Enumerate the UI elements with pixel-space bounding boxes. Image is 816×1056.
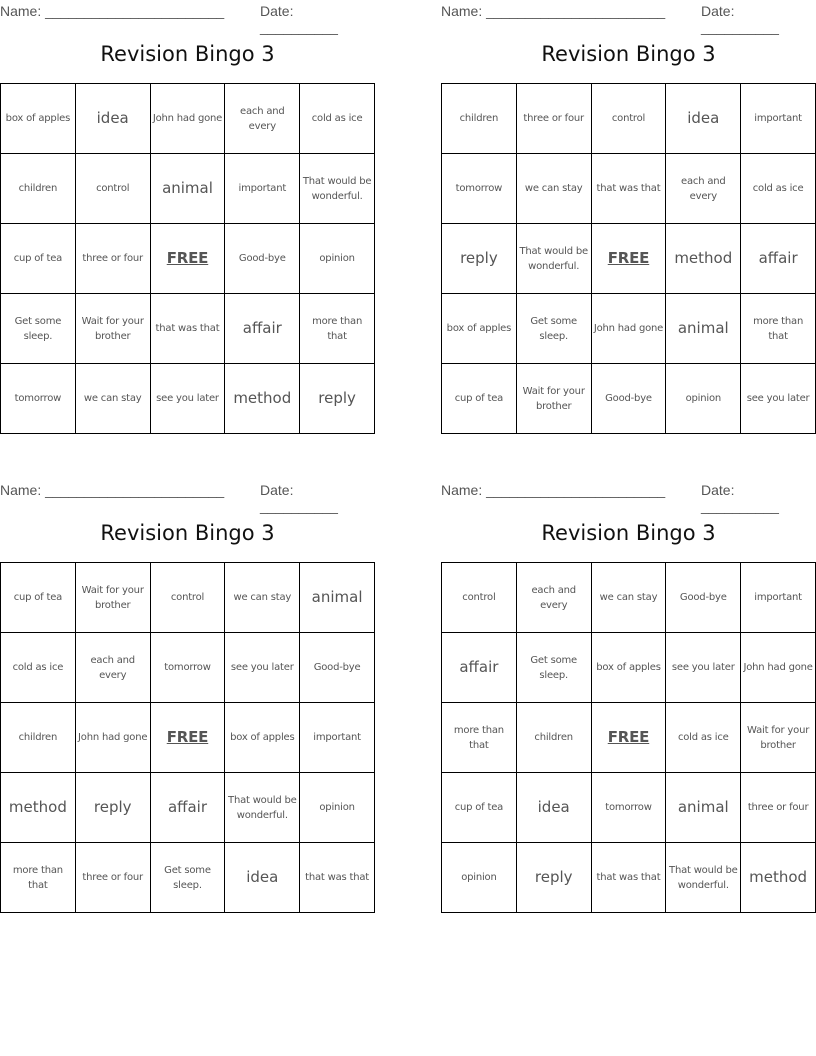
bingo-cell: John had gone [741, 633, 816, 703]
bingo-cell: affair [442, 633, 517, 703]
date-field: Date: __________ [701, 3, 779, 35]
bingo-cell: John had gone [592, 294, 667, 364]
bingo-cell: That would be wonderful. [300, 154, 375, 224]
bingo-cell: that was that [300, 843, 375, 913]
bingo-cell: we can stay [225, 563, 300, 633]
bingo-cell: method [741, 843, 816, 913]
bingo-cell: more than that [300, 294, 375, 364]
bingo-cell: Wait for your brother [76, 294, 151, 364]
bingo-cell: Wait for your brother [741, 703, 816, 773]
bingo-cell: that was that [151, 294, 226, 364]
free-cell: FREE [151, 224, 226, 294]
bingo-cell: cup of tea [1, 224, 76, 294]
bingo-cell: That would be wonderful. [517, 224, 592, 294]
bingo-cell: animal [151, 154, 226, 224]
bingo-cell: reply [76, 773, 151, 843]
bingo-cell: more than that [1, 843, 76, 913]
bingo-cell: Get some sleep. [1, 294, 76, 364]
bingo-cell: important [300, 703, 375, 773]
bingo-cell: Wait for your brother [517, 364, 592, 434]
bingo-cell: each and every [76, 633, 151, 703]
bingo-cell: that was that [592, 843, 667, 913]
bingo-cell: Good-bye [225, 224, 300, 294]
bingo-cell: opinion [300, 773, 375, 843]
bingo-cell: control [592, 84, 667, 154]
bingo-cell: cold as ice [1, 633, 76, 703]
bingo-cell: animal [666, 773, 741, 843]
bingo-cell: box of apples [225, 703, 300, 773]
bingo-cell: children [1, 154, 76, 224]
bingo-cell: children [1, 703, 76, 773]
bingo-cell: reply [442, 224, 517, 294]
bingo-cell: idea [225, 843, 300, 913]
bingo-cell: we can stay [76, 364, 151, 434]
bingo-cell: three or four [76, 224, 151, 294]
date-field: Date: __________ [260, 3, 338, 35]
bingo-cell: see you later [225, 633, 300, 703]
bingo-cell: tomorrow [442, 154, 517, 224]
card-header [0, 0, 375, 35]
bingo-cell: more than that [442, 703, 517, 773]
bingo-cell: affair [225, 294, 300, 364]
bingo-cell: control [151, 563, 226, 633]
bingo-cell: more than that [741, 294, 816, 364]
bingo-cell: animal [300, 563, 375, 633]
bingo-cell: reply [300, 364, 375, 434]
card-header [441, 0, 816, 35]
bingo-cell: we can stay [592, 563, 667, 633]
bingo-cell: cup of tea [1, 563, 76, 633]
name-field: Name: _______________________ [441, 3, 666, 19]
bingo-cell: Get some sleep. [517, 633, 592, 703]
bingo-grid [0, 562, 375, 913]
name-field: Name: _______________________ [0, 3, 225, 19]
bingo-cell: see you later [666, 633, 741, 703]
bingo-cell: Get some sleep. [517, 294, 592, 364]
bingo-cell: see you later [741, 364, 816, 434]
card-title: Revision Bingo 3 [100, 521, 275, 545]
bingo-cell: tomorrow [151, 633, 226, 703]
bingo-grid [441, 83, 816, 434]
bingo-cell: important [741, 563, 816, 633]
date-field: Date: __________ [701, 482, 779, 514]
bingo-cell: that was that [592, 154, 667, 224]
bingo-cell: tomorrow [592, 773, 667, 843]
bingo-cell: each and every [225, 84, 300, 154]
bingo-cell: Good-bye [666, 563, 741, 633]
free-cell: FREE [592, 224, 667, 294]
bingo-cell: important [741, 84, 816, 154]
bingo-cell: idea [517, 773, 592, 843]
bingo-cell: three or four [741, 773, 816, 843]
bingo-cell: animal [666, 294, 741, 364]
bingo-cell: children [442, 84, 517, 154]
bingo-cell: box of apples [442, 294, 517, 364]
bingo-cell: important [225, 154, 300, 224]
date-field: Date: __________ [260, 482, 338, 514]
free-cell: FREE [592, 703, 667, 773]
bingo-cell: opinion [442, 843, 517, 913]
bingo-cell: John had gone [76, 703, 151, 773]
bingo-cell: That would be wonderful. [666, 843, 741, 913]
bingo-cell: method [666, 224, 741, 294]
bingo-cell: opinion [666, 364, 741, 434]
bingo-cell: cold as ice [741, 154, 816, 224]
bingo-cell: affair [741, 224, 816, 294]
free-cell: FREE [151, 703, 226, 773]
bingo-cell: idea [76, 84, 151, 154]
bingo-cell: each and every [666, 154, 741, 224]
bingo-cell: children [517, 703, 592, 773]
bingo-cell: That would be wonderful. [225, 773, 300, 843]
bingo-cell: Good-bye [300, 633, 375, 703]
bingo-cell: method [1, 773, 76, 843]
bingo-cell: cup of tea [442, 773, 517, 843]
bingo-cell: box of apples [592, 633, 667, 703]
bingo-cell: cold as ice [666, 703, 741, 773]
card-title: Revision Bingo 3 [541, 521, 716, 545]
bingo-cell: affair [151, 773, 226, 843]
card-title: Revision Bingo 3 [100, 42, 275, 66]
bingo-cell: we can stay [517, 154, 592, 224]
bingo-cell: three or four [76, 843, 151, 913]
card-header [441, 479, 816, 514]
bingo-cell: cup of tea [442, 364, 517, 434]
bingo-cell: box of apples [1, 84, 76, 154]
name-field: Name: _______________________ [441, 482, 666, 498]
bingo-cell: cold as ice [300, 84, 375, 154]
bingo-cell: Get some sleep. [151, 843, 226, 913]
bingo-cell: control [76, 154, 151, 224]
bingo-cell: John had gone [151, 84, 226, 154]
bingo-cell: opinion [300, 224, 375, 294]
card-title: Revision Bingo 3 [541, 42, 716, 66]
bingo-grid [0, 83, 375, 434]
bingo-cell: tomorrow [1, 364, 76, 434]
bingo-cell: Good-bye [592, 364, 667, 434]
bingo-cell: each and every [517, 563, 592, 633]
name-field: Name: _______________________ [0, 482, 225, 498]
bingo-grid [441, 562, 816, 913]
bingo-cell: reply [517, 843, 592, 913]
card-header [0, 479, 375, 514]
bingo-cell: method [225, 364, 300, 434]
bingo-cell: idea [666, 84, 741, 154]
bingo-cell: control [442, 563, 517, 633]
bingo-cell: see you later [151, 364, 226, 434]
bingo-cell: three or four [517, 84, 592, 154]
bingo-cell: Wait for your brother [76, 563, 151, 633]
